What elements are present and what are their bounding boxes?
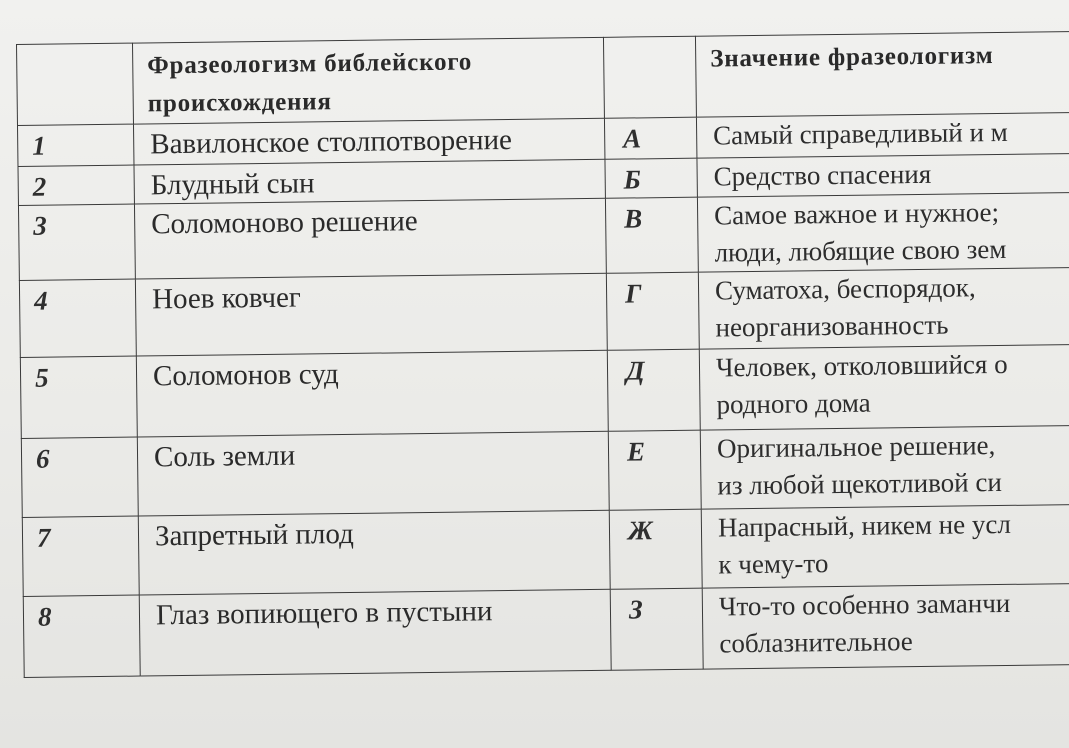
row-phrase: Запретный плод	[154, 517, 354, 553]
row-number: 7	[36, 522, 51, 553]
row-meaning	[699, 268, 1069, 347]
meaning-line: Самый справедливый и м	[712, 116, 1008, 151]
meaning-line: Самое важное и нужное;	[713, 197, 1000, 231]
row-letter: В	[623, 203, 643, 234]
header-phrase-line2: происхождения	[147, 88, 332, 118]
row-number: 4	[33, 285, 48, 316]
row-meaning	[697, 113, 1069, 155]
table-row	[20, 344, 1069, 438]
table-row	[19, 267, 1069, 357]
header-meaning: Значение фразеологизм	[710, 42, 994, 73]
row-letter: З	[628, 594, 643, 625]
table-row	[22, 504, 1069, 596]
row-meaning	[703, 584, 1069, 663]
row-meaning	[697, 154, 1069, 196]
meaning-line: Оригинальное решение,	[716, 430, 996, 464]
meaning-line: Напрасный, никем не усл	[717, 508, 1012, 543]
row-number: 5	[34, 362, 49, 393]
row-phrase: Ноев ковчег	[151, 281, 301, 316]
meaning-line: из любой щекотливой си	[717, 466, 1002, 501]
row-phrase: Глаз вопиющего в пустыни	[155, 595, 493, 632]
meaning-line: Человек, отколовшийся о	[715, 348, 1008, 383]
table-row	[21, 425, 1069, 517]
phraseology-table	[16, 31, 1069, 678]
row-letter: Ж	[627, 515, 653, 546]
meaning-line: Суматоха, беспорядок,	[714, 272, 976, 306]
row-letter: Г	[624, 278, 642, 309]
row-number: 6	[35, 443, 50, 474]
meaning-line: соблазнительное	[719, 626, 913, 659]
meaning-line: к чему-то	[718, 548, 829, 580]
table-row	[23, 583, 1069, 677]
row-letter: А	[623, 123, 642, 154]
header-num-cell	[17, 43, 134, 125]
meaning-line: родного дома	[716, 387, 871, 420]
row-number: 3	[33, 210, 47, 241]
header-meaning-cell	[695, 31, 1069, 117]
row-number: 8	[37, 601, 52, 632]
row-meaning	[702, 505, 1069, 584]
header-letter-cell	[603, 36, 696, 118]
row-phrase: Соломонов суд	[152, 358, 339, 393]
row-number: 2	[32, 171, 47, 202]
header-phrase-line1: Фразеологизм библейского	[147, 48, 473, 80]
row-letter: Б	[623, 164, 642, 195]
row-meaning	[701, 426, 1069, 505]
header-phrase-cell	[132, 37, 604, 124]
row-number: 1	[32, 130, 46, 161]
meaning-line: люди, любящие свою зем	[714, 233, 1007, 268]
row-meaning	[698, 193, 1069, 272]
row-phrase: Вавилонское столпотворение	[150, 123, 513, 161]
row-letter: Д	[625, 355, 645, 386]
phraseology-table-container	[16, 31, 1069, 678]
meaning-line: неорганизованность	[715, 309, 949, 343]
meaning-line: Что-то особенно заманчи	[718, 587, 1011, 622]
table-row	[18, 192, 1069, 280]
table-header-row	[17, 31, 1069, 125]
row-phrase: Соль земли	[153, 439, 296, 474]
row-phrase: Блудный сын	[150, 167, 315, 202]
row-phrase: Соломоново решение	[151, 205, 418, 241]
row-letter: Е	[626, 436, 646, 467]
row-meaning	[700, 345, 1069, 424]
meaning-line: Средство спасения	[713, 158, 932, 192]
